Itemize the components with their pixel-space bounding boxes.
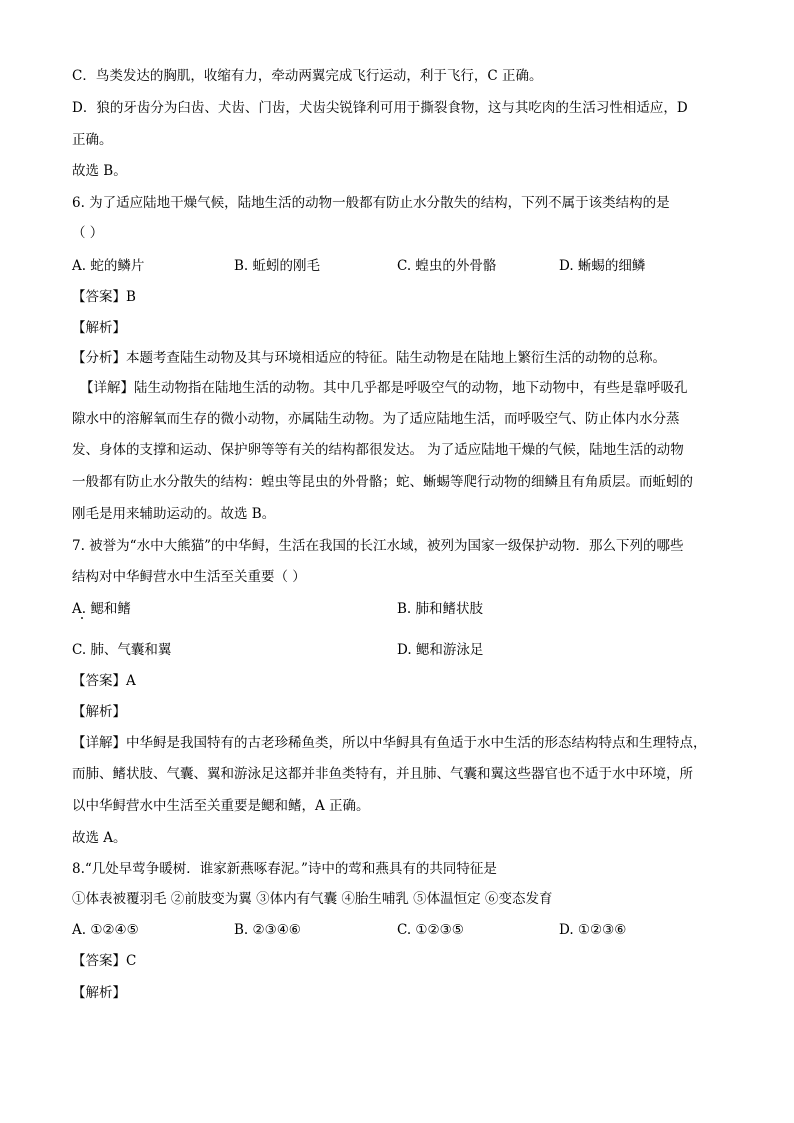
text-line: 一般都有防止水分散失的结构：蝗虫等昆虫的外骨骼；蛇、蜥蜴等爬行动物的细鳞且有角质层。而蚯蚓的 <box>72 474 693 490</box>
analysis-6-heading: 【解析】 <box>72 320 126 336</box>
text-line: 以中华鲟营水中生活至关重要是鳃和鳍，A 正确。 <box>72 798 370 814</box>
answer-6: 【答案】B <box>72 289 136 305</box>
q6-option-c: C. 蝗虫的外骨骼 <box>397 258 497 274</box>
analysis-7-heading: 【解析】 <box>72 704 126 720</box>
question-6-blank: （ ） <box>72 225 104 241</box>
q7-option-b: B. 肺和鳍状肢 <box>397 601 484 617</box>
q8-option-d: D. ①②③⑥ <box>559 922 627 938</box>
analysis-8-heading: 【解析】 <box>72 985 126 1001</box>
q8-option-c: C. ①②③⑤ <box>397 922 464 938</box>
question-8-stem: 8.“几处早莺争暖树．谁家新燕啄春泥。”诗中的莺和燕具有的共同特征是 <box>72 861 497 877</box>
analysis-7-xiangjie: 【详解】中华鲟是我国特有的古老珍稀鱼类，所以中华鲟具有鱼适于水中生活的形态结构特点和生理特点， <box>72 735 707 751</box>
analysis-6-xiangjie: 【详解】陆生动物指在陆地生活的动物。其中几乎都是呼吸空气的动物，地下动物中，有些是靠呼吸孔 <box>80 380 688 396</box>
text-line: 故选 A。 <box>72 830 127 846</box>
q7-option-a: A. 鳃和鳍 <box>72 601 131 617</box>
mark-dot <box>81 617 83 619</box>
text-line: 正确。 <box>72 132 113 148</box>
answer-8: 【答案】C <box>72 953 137 969</box>
answer-7: 【答案】A <box>72 673 136 689</box>
text-line: 发、身体的支撑和运动、保护卵等等有关的结构都很发达。 为了适应陆地干燥的气候，陆地生活的动物 <box>72 442 684 458</box>
text-line: D．狼的牙齿分为臼齿、犬齿、门齿，犬齿尖锐锋利可用于撕裂食物，这与其吃肉的生活习性相适应，D <box>72 100 688 116</box>
text-line: 隙水中的溶解氧而生存的微小动物，亦属陆生动物。为了适应陆地生活，而呼吸空气、防止体内水分蒸 <box>72 411 680 427</box>
analysis-6-fenxi: 【分析】本题考查陆生动物及其与环境相适应的特征。陆生动物是在陆地上繁衍生活的动物的总称。 <box>72 350 666 366</box>
text-line: 故选 B。 <box>72 163 127 179</box>
q6-option-a: A. 蛇的鳞片 <box>72 258 145 274</box>
q7-option-d: D. 鳃和游泳足 <box>397 642 484 658</box>
q6-option-b: B. 蚯蚓的刚毛 <box>234 258 321 274</box>
q6-option-d: D. 蜥蜴的细鳞 <box>559 258 646 274</box>
text-line: 刚毛是用来辅助运动的。故选 B。 <box>72 506 276 522</box>
text-line: C．鸟类发达的胸肌，收缩有力，牵动两翼完成飞行运动，利于飞行，C 正确。 <box>72 68 543 84</box>
text-line: 而肺、鳍状肢、气囊、翼和游泳足这都并非鱼类特有，并且肺、气囊和翼这些器官也不适于水中环境，所 <box>72 766 693 782</box>
q8-option-a: A. ①②④⑤ <box>72 922 139 938</box>
question-7-stem: 7. 被誉为“水中大熊猫”的中华鲟，生活在我国的长江水域，被列为国家一级保护动物．那么下列的哪些 <box>72 538 684 554</box>
q8-option-b: B. ②③④⑥ <box>234 922 301 938</box>
question-7-stem-cont: 结构对中华鲟营水中生活至关重要（ ） <box>72 569 306 585</box>
question-8-items: ①体表被覆羽毛 ②前肢变为翼 ③体内有气囊 ④胎生哺乳 ⑤体温恒定 ⑥变态发育 <box>72 891 553 907</box>
question-6-stem: 6. 为了适应陆地干燥气候，陆地生活的动物一般都有防止水分散失的结构，下列不属于该类结构的是 <box>72 195 670 211</box>
q7-option-c: C. 肺、气囊和翼 <box>72 642 172 658</box>
